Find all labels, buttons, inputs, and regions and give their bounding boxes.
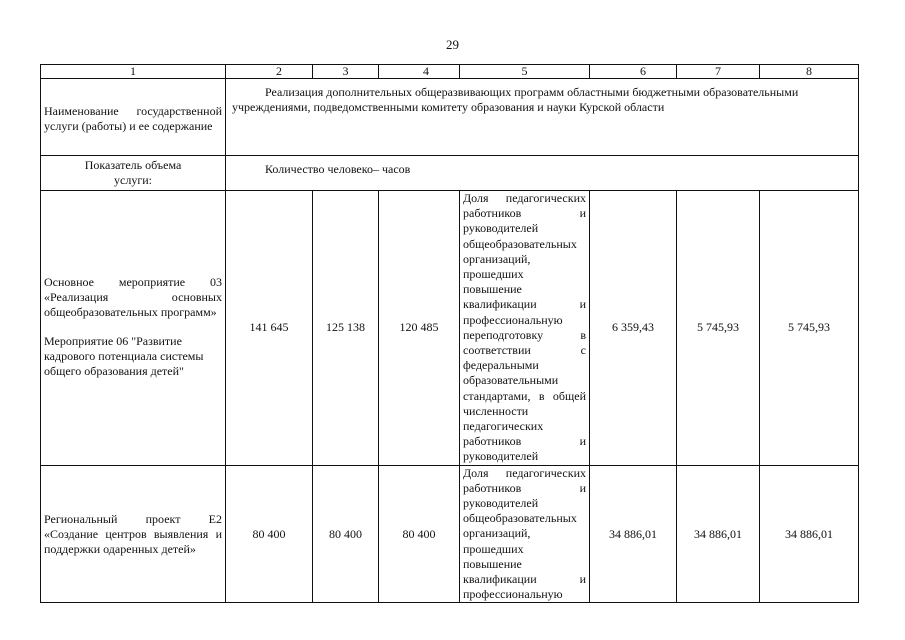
description-line: организаций, — [463, 526, 531, 541]
value-cell: 80 400 — [313, 465, 379, 603]
service-name-line: учреждениями, подведомственными комитету образования и науки Курской области — [232, 100, 665, 114]
description-line: Доля педагогических — [463, 465, 586, 480]
value-cell: 34 886,01 — [590, 465, 677, 603]
column-header: 1 — [41, 65, 226, 79]
description-line: переподготовку в — [463, 327, 586, 342]
description-line: прошедших — [463, 541, 524, 556]
description-line: повышение — [463, 282, 522, 297]
description-line: руководителей — [463, 496, 539, 511]
volume-indicator-row — [41, 156, 859, 191]
service-name-row — [41, 79, 859, 156]
indicator-description — [460, 465, 590, 603]
event-cell — [41, 191, 226, 466]
service-name-value — [226, 79, 859, 156]
column-header: 6 — [590, 65, 677, 79]
description-line: общеобразовательных — [463, 236, 577, 251]
value-cell: 120 485 — [379, 191, 460, 466]
description-line: квалификации и — [463, 572, 586, 587]
event-cell — [41, 465, 226, 603]
description-line: руководителей — [463, 221, 539, 236]
description-line: педагогических — [463, 419, 544, 434]
value-cell: 5 745,93 — [760, 191, 859, 466]
description-line: организаций, — [463, 251, 531, 266]
description-line: профессиональную — [463, 587, 563, 602]
service-name-label: Наименование государственной услуги (работы) и ее содержание — [41, 79, 226, 156]
description-line: квалификации и — [463, 297, 586, 312]
table-row — [41, 191, 859, 466]
description-line: работников и — [463, 480, 586, 495]
volume-indicator-value: Количество человеко– часов — [226, 156, 859, 191]
column-header: 5 — [460, 65, 590, 79]
column-number-row — [41, 65, 859, 79]
value-cell: 34 886,01 — [677, 465, 760, 603]
value-cell: 141 645 — [226, 191, 313, 466]
description-line: образовательными — [463, 373, 559, 388]
description-line: стандартами, в общей — [463, 388, 586, 403]
value-cell: 5 745,93 — [677, 191, 760, 466]
description-line: работников и — [463, 206, 586, 221]
description-line: работников и — [463, 434, 586, 449]
column-header: 8 — [760, 65, 859, 79]
value-cell: 80 400 — [226, 465, 313, 603]
description-line: федеральными — [463, 358, 539, 373]
value-cell: 34 886,01 — [760, 465, 859, 603]
value-cell: 6 359,43 — [590, 191, 677, 466]
description-line: соответствии с — [463, 343, 586, 358]
column-header: 4 — [379, 65, 460, 79]
service-name-line: Реализация дополнительных общеразвивающих программ областными бюджетными образовательными — [265, 85, 799, 99]
event-sub-text: Мероприятие 06 "Развитие кадрового потенциала системы общего образования детей" — [44, 333, 204, 378]
description-line: общеобразовательных — [463, 511, 577, 526]
event-main-text: Региональный проект Е2 «Создание центров выявления и поддержки одаренных детей» — [44, 511, 222, 556]
description-line: прошедших — [463, 267, 524, 282]
description-line: Доля педагогических — [463, 191, 586, 205]
column-header: 3 — [313, 65, 379, 79]
description-line: повышение — [463, 556, 522, 571]
table-row — [41, 465, 859, 603]
volume-indicator-label: Показатель объема услуги: — [41, 156, 226, 191]
column-header: 7 — [677, 65, 760, 79]
event-main-text: Основное мероприятие 03 «Реализация основных общеобразовательных программ» — [44, 274, 222, 319]
description-line: руководителей — [463, 449, 539, 464]
indicator-description — [460, 191, 590, 466]
value-cell: 125 138 — [313, 191, 379, 466]
value-cell: 80 400 — [379, 465, 460, 603]
program-table — [40, 64, 859, 603]
page-number: 29 — [446, 37, 459, 52]
column-header: 2 — [226, 65, 313, 79]
description-line: профессиональную — [463, 312, 563, 327]
description-line: численности — [463, 403, 529, 418]
